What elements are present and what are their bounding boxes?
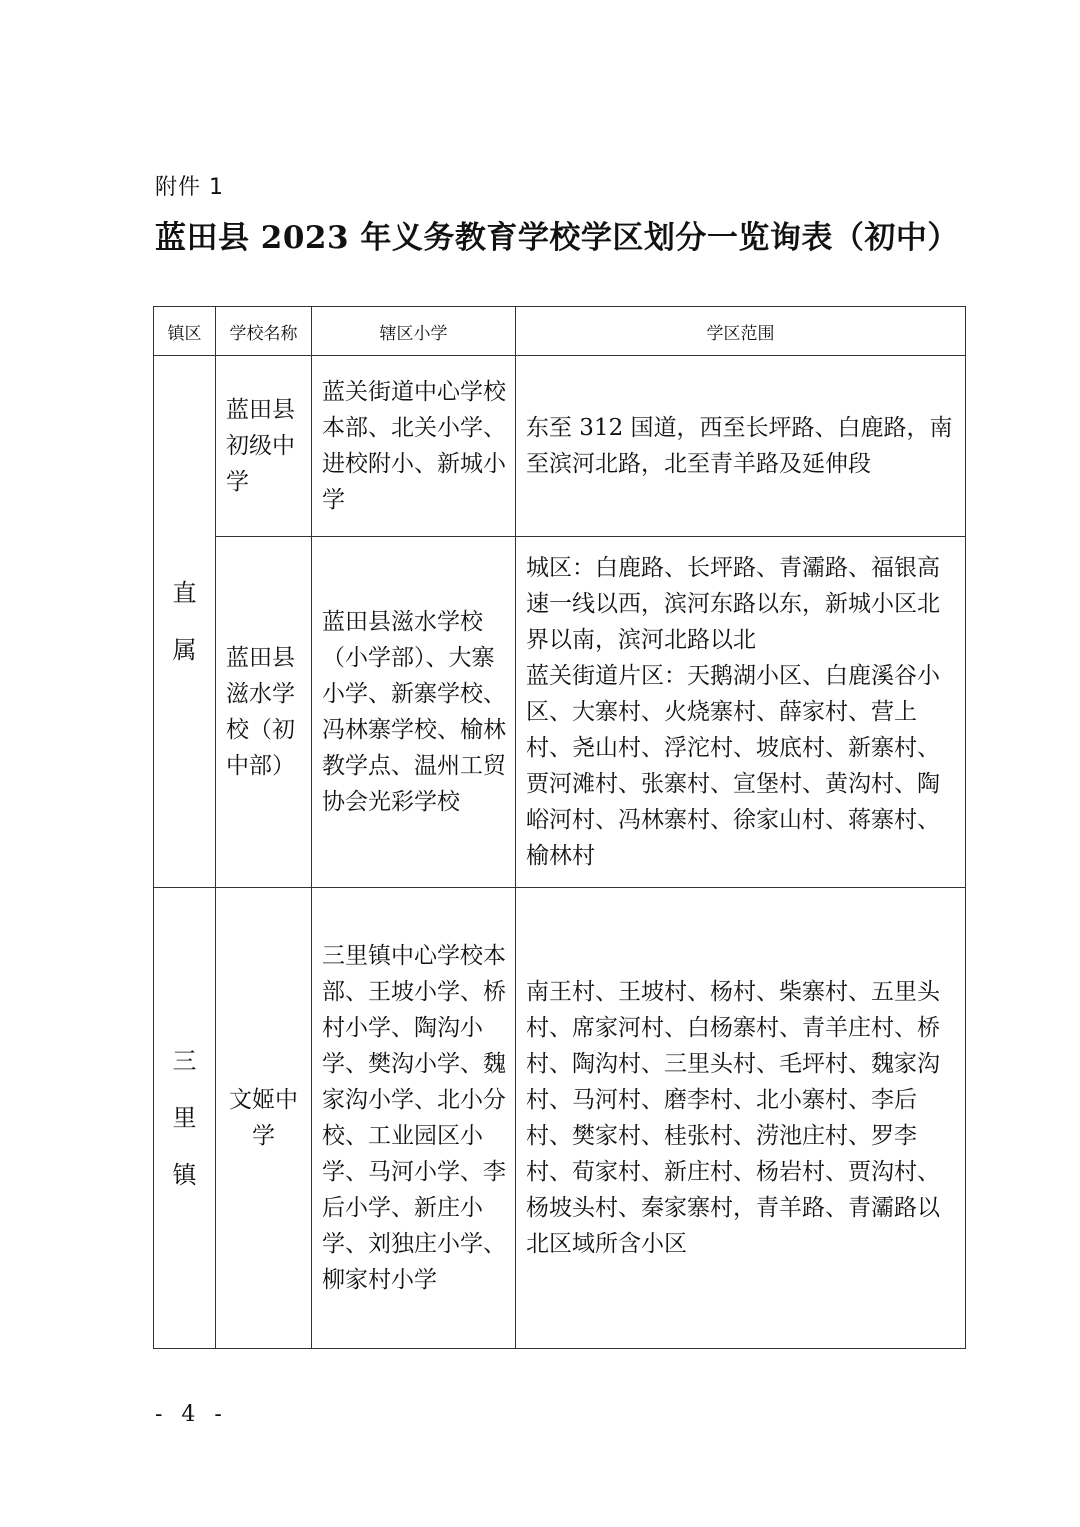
page-number: - 4 - bbox=[155, 1402, 228, 1427]
primary-schools-cell: 蓝田县滋水学校（小学部）、大寨小学、新寨学校、冯林寨学校、榆林教学点、温州工贸协会光彩学校 bbox=[312, 537, 516, 888]
town-char: 直 bbox=[172, 578, 197, 607]
table-row bbox=[154, 537, 966, 888]
town-char: 里 bbox=[172, 1103, 197, 1132]
range-text-city: 城区：白鹿路、长坪路、青灞路、福银高速一线以西，滨河东路以东，新城小区北界以南，滨河北路以北 bbox=[526, 555, 940, 653]
town-cell-zhishu bbox=[154, 356, 216, 888]
document-title: 蓝田县 2023 年义务教育学校学区划分一览询表（初中） bbox=[155, 220, 959, 256]
school-district-table bbox=[153, 306, 966, 1349]
column-header-range: 学区范围 bbox=[516, 307, 966, 356]
range-text: 南王村、王坡村、杨村、柴寨村、五里头村、席家河村、白杨寨村、青羊庄村、桥村、陶沟村、三里头村、毛坪村、魏家沟村、马河村、磨李村、北小寨村、李后村、樊家村、桂张村、涝池庄村、罗李村、荀家村、新庄村、杨岩村、贾沟村、杨坡头村、秦家寨村，青羊路、青灞路以北区域所含小区 bbox=[526, 979, 940, 1257]
column-header-town: 镇区 bbox=[154, 307, 216, 356]
table-row bbox=[154, 356, 966, 537]
town-cell-sanlizhen bbox=[154, 888, 216, 1349]
column-header-school: 学校名称 bbox=[216, 307, 312, 356]
school-name-cell: 蓝田县初级中学 bbox=[216, 356, 312, 537]
district-range-cell bbox=[516, 537, 966, 888]
primary-schools-cell: 蓝关街道中心学校本部、北关小学、进校附小、新城小学 bbox=[312, 356, 516, 537]
town-char: 三 bbox=[172, 1046, 197, 1075]
primary-schools-cell: 三里镇中心学校本部、王坡小学、桥村小学、陶沟小学、樊沟小学、魏家沟小学、北小分校、工业园区小学、马河小学、李后小学、新庄小学、刘独庄小学、柳家村小学 bbox=[312, 888, 516, 1349]
table-header-row bbox=[154, 307, 966, 356]
range-text: 东至 312 国道，西至长坪路、白鹿路，南至滨河北路，北至青羊路及延伸段 bbox=[526, 415, 953, 477]
column-header-primary: 辖区小学 bbox=[312, 307, 516, 356]
town-char: 镇 bbox=[172, 1160, 197, 1189]
range-text-languan: 蓝关街道片区：天鹅湖小区、白鹿溪谷小区、大寨村、火烧寨村、薛家村、营上村、尧山村、浮沱村、坡底村、新寨村、贾河滩村、张寨村、宣堡村、黄沟村、陶峪河村、冯林寨村、徐家山村、蒋寨村、榆林村 bbox=[526, 663, 940, 869]
school-name-cell: 文姬中学 bbox=[216, 888, 312, 1349]
district-range-cell bbox=[516, 356, 966, 537]
school-name-cell: 蓝田县滋水学校（初中部） bbox=[216, 537, 312, 888]
town-char: 属 bbox=[172, 635, 197, 664]
table-row bbox=[154, 888, 966, 1349]
district-range-cell bbox=[516, 888, 966, 1349]
attachment-label: 附件 1 bbox=[155, 175, 224, 200]
